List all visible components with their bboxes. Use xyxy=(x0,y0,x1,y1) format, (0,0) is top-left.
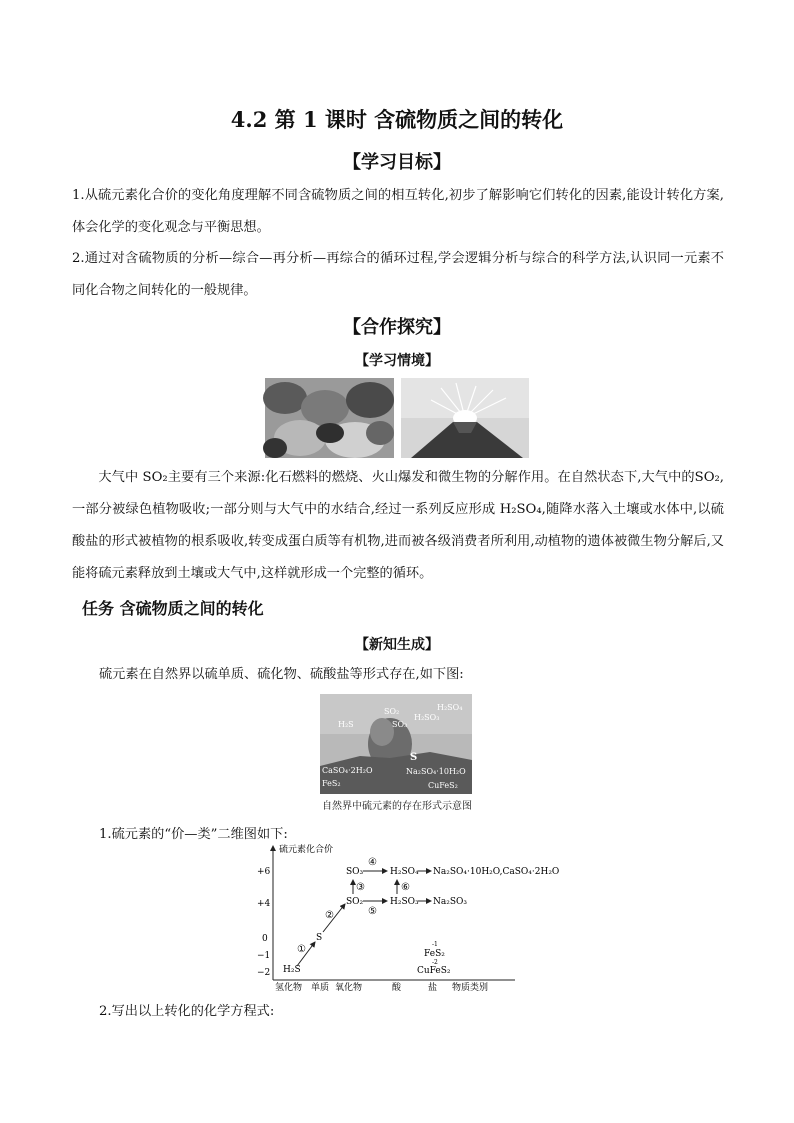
xtick-acid: 酸 xyxy=(392,983,402,993)
context-text: 大气中 SO₂主要有三个来源:化石燃料的燃烧、火山爆发和微生物的分解作用。在自然状态下,大气中的SO₂,一部分被绿色植物吸收;一部分则与大气中的水结合,经过一系列反应形成 H₂SO₄,随降水落入土壤或水体中,以硫酸盐的形式被植物的根系吸收,转变成蛋白质等有机物,进而被各级消费者所利用,动植物的遗体被微生物分解后,又能将硫元素释放到土壤或大气中,这样就形成一个完整的循环。 xyxy=(72,470,724,581)
item-1-text: 1.硫元素的“价—类”二维图如下: xyxy=(99,827,288,842)
sulfur-ore-photo xyxy=(265,378,394,458)
node-cufes2-charge: -2 xyxy=(432,959,438,966)
label-caso4: CaSO₄·2H₂O xyxy=(322,766,373,775)
xtick-element: 单质 xyxy=(311,983,330,993)
label-na2so4: Na₂SO₄·10H₂O xyxy=(406,767,466,776)
volcano-photo xyxy=(401,378,529,458)
node-fes2-charge: -1 xyxy=(432,941,438,948)
label-h2so4: H₂SO₄ xyxy=(437,703,463,712)
arrow-3-label: ③ xyxy=(356,882,365,893)
label-cufes2: CuFeS₂ xyxy=(428,781,458,790)
xtick-class: 物质类别 xyxy=(452,983,489,993)
y-axis-label: 硫元素化合价 xyxy=(279,845,334,855)
ytick-minus1: −1 xyxy=(257,951,271,961)
ytick-plus6: +6 xyxy=(257,867,271,877)
valence-class-chart xyxy=(255,840,560,993)
label-so3: SO₃ xyxy=(392,720,408,729)
arrow-2-label: ② xyxy=(325,910,334,921)
xtick-salt: 盐 xyxy=(428,983,438,993)
context-heading: 【学习情境】 xyxy=(355,353,439,369)
arrow-1-label: ① xyxy=(297,944,306,955)
label-s: S xyxy=(410,752,418,763)
sulfur-nature-figure xyxy=(320,694,472,794)
node-h2s: H₂S xyxy=(283,965,301,975)
arrow-4-label: ④ xyxy=(368,857,377,868)
node-na2so3: Na₂SO₃ xyxy=(433,897,468,907)
intro-text: 硫元素在自然界以硫单质、硫化物、硫酸盐等形式存在,如下图: xyxy=(99,667,464,682)
page-title: 4.2 第 1 课时 含硫物质之间的转化 xyxy=(230,107,564,132)
node-fes2: FeS₂ xyxy=(424,949,445,959)
arrow-6-label: ⑥ xyxy=(401,882,410,893)
xtick-oxide: 氧化物 xyxy=(335,983,363,993)
node-s: S xyxy=(316,933,323,943)
arrow-5-label: ⑤ xyxy=(368,906,377,917)
item-2-text: 2.写出以上转化的化学方程式: xyxy=(99,1004,275,1019)
label-h2s: H₂S xyxy=(338,720,354,729)
ytick-minus2: −2 xyxy=(257,968,271,978)
task-heading: 任务 含硫物质之间的转化 xyxy=(82,599,264,618)
ytick-0: 0 xyxy=(262,934,268,944)
node-h2so3: H₂SO₃ xyxy=(390,897,419,907)
node-na2so4: Na₂SO₄·10H₂O,CaSO₄·2H₂O xyxy=(433,867,560,877)
xtick-hydride: 氢化物 xyxy=(275,983,303,993)
figure-caption: 自然界中硫元素的存在形式示意图 xyxy=(322,801,472,812)
new-knowledge-heading: 【新知生成】 xyxy=(355,637,439,653)
node-h2so4: H₂SO₄ xyxy=(390,867,419,877)
objectives-heading: 【学习目标】 xyxy=(343,152,451,173)
label-fes2: FeS₂ xyxy=(322,779,341,788)
objective-1: 1.从硫元素化合价的变化角度理解不同含硫物质之间的相互转化,初步了解影响它们转化的因素,能设计转化方案,体会化学的变化观念与平衡思想。 xyxy=(72,188,724,235)
objective-2: 2.通过对含硫物质的分析—综合—再分析—再综合的循环过程,学会逻辑分析与综合的科学方法,认识同一元素不同化合物之间转化的一般规律。 xyxy=(72,251,724,298)
label-so2: SO₂ xyxy=(384,707,400,716)
label-h2so3: H₂SO₃ xyxy=(414,713,440,722)
node-so3: SO₃ xyxy=(346,867,364,877)
explore-heading: 【合作探究】 xyxy=(343,317,451,338)
node-so2: SO₂ xyxy=(346,897,364,907)
ytick-plus4: +4 xyxy=(257,899,271,909)
node-cufes2: CuFeS₂ xyxy=(417,966,451,976)
